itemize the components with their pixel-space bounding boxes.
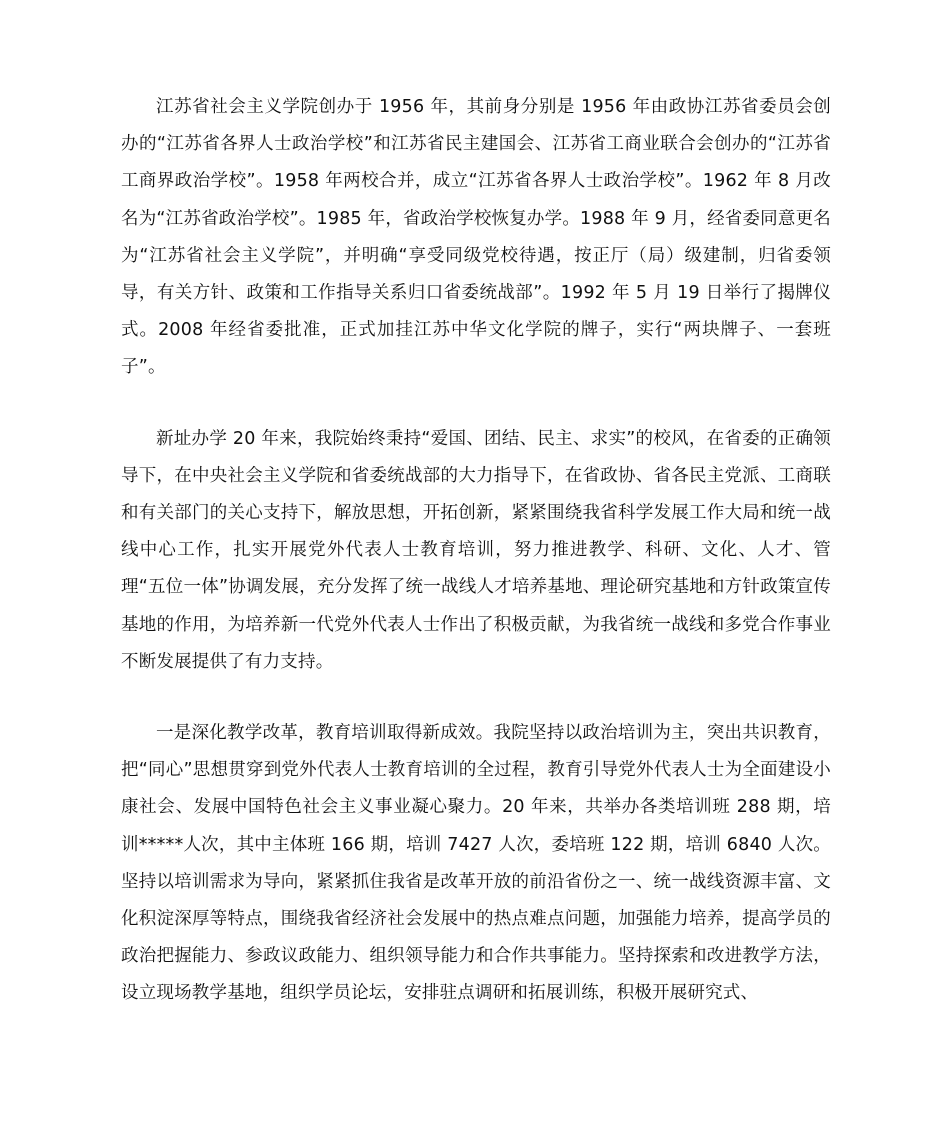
paragraph-history: 江苏省社会主义学院创办于 1956 年，其前身分别是 1956 年由政协江苏省委员会创办的“江苏省各界人士政治学校”和江苏省民主建国会、江苏省工商业联合会创办的“江苏省工商界政治学校”。1958 年两校合并，成立“江苏省各界人士政治学校”。1962 年 8 月改名为“江苏省政治学校”。1985 年，省政治学校恢复办学。1988 年 9 月，经省委同意更名为“江苏省社会主义学院”，并明确“享受同级党校待遇，按正厅（局）级建制，归省委领导，有关方针、政策和工作指导关系归口省委统战部”。1992 年 5 月 19 日举行了揭牌仪式。2008 年经省委批准，正式加挂江苏中华文化学院的牌子，实行“两块牌子、一套班子”。 <box>121 97 831 378</box>
paragraph-teaching-reform: 一是深化教学改革，教育培训取得新成效。我院坚持以政治培训为主，突出共识教育，把“同心”思想贯穿到党外代表人士教育培训的全过程，教育引导党外代表人士为全面建设小康社会、发展中国特色社会主义事业凝心聚力。20 年来，共举办各类培训班 288 期，培训*****人次，其中主体班 166 期，培训 7427 人次，委培班 122 期，培训 6840 人次。坚持以培训需求为导向，紧紧抓住我省是改革开放的前沿省份之一、统一战线资源丰富、文化积淀深厚等特点，围绕我省经济社会发展中的热点难点问题，加强能力培养，提高学员的政治把握能力、参政议政能力、组织领导能力和合作共事能力。坚持探索和改进教学方法，设立现场教学基地，组织学员论坛，安排驻点调研和拓展训练，积极开展研究式、 <box>121 723 831 1004</box>
document-body <box>121 89 831 1013</box>
paragraph-achievements: 新址办学 20 年来，我院始终秉持“爱国、团结、民主、求实”的校风，在省委的正确领导下，在中央社会主义学院和省委统战部的大力指导下，在省政协、省各民主党派、工商联和有关部门的关心支持下，解放思想，开拓创新，紧紧围绕我省科学发展工作大局和统一战线中心工作，扎实开展党外代表人士教育培训，努力推进教学、科研、文化、人才、管理“五位一体”协调发展，充分发挥了统一战线人才培养基地、理论研究基地和方针政策宣传基地的作用，为培养新一代党外代表人士作出了积极贡献，为我省统一战线和多党合作事业不断发展提供了有力支持。 <box>121 428 831 672</box>
